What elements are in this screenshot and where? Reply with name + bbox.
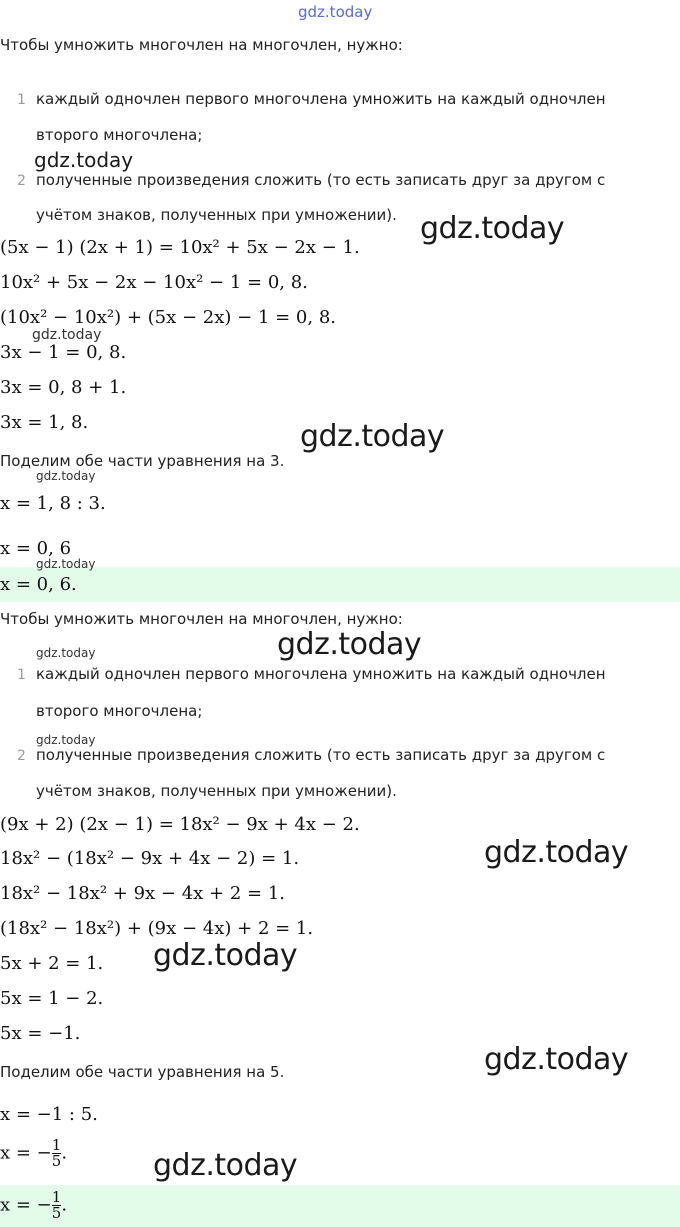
equation: x = 0, 6 [0,538,72,559]
equation: (10x² − 10x²) + (5x − 2x) − 1 = 0, 8. [0,307,336,328]
equation-end: . [61,1142,68,1164]
rule-number: 2 [17,748,26,764]
equation: 18x² − (18x² − 9x + 4x − 2) = 1. [0,848,300,869]
rule-number: 1 [17,667,26,683]
rule-text: полученные произведения сложить (то есть записать друг за другом с [36,171,606,189]
watermark: gdz.today [300,419,445,454]
rule-text: полученные произведения сложить (то есть записать друг за другом с [36,746,606,764]
equation: 18x² − 18x² + 9x − 4x + 2 = 1. [0,883,286,904]
watermark: gdz.today [32,327,102,343]
equation: 5x = 1 − 2. [0,988,104,1009]
watermark: gdz.today [420,211,565,246]
answer-end: . [61,1194,68,1216]
fraction-numerator: 1 [51,1136,62,1154]
watermark: gdz.today [153,938,298,973]
watermark: gdz.today [36,733,96,747]
watermark: gdz.today [36,646,96,660]
equation: 5x + 2 = 1. [0,953,104,974]
answer [0,1190,67,1221]
rule-text: учётом знаков, полученных при умножении). [36,782,397,800]
equation: 3x − 1 = 0, 8. [0,342,127,363]
rule-text: каждый одночлен первого многочлена умножить на каждый одночлен [36,90,606,108]
rule-number: 1 [17,92,26,108]
equation: x = −1 : 5. [0,1104,98,1125]
fraction-numerator: 1 [51,1188,62,1206]
watermark: gdz.today [153,1148,298,1183]
rule-text: учётом знаков, полученных при умножении). [36,206,397,224]
watermark: gdz.today [36,557,96,571]
rule-text: второго многочлена; [36,126,203,144]
watermark: gdz.today [277,627,422,662]
fraction-denominator: 5 [51,1204,62,1222]
answer-lhs: x = − [0,1194,52,1216]
equation: (9x + 2) (2x − 1) = 18x² − 9x + 4x − 2. [0,814,360,835]
fraction [52,1190,62,1221]
watermark-top: gdz.today [298,3,373,21]
divide-note: Поделим обе части уравнения на 3. [0,452,285,470]
rule-intro: Чтобы умножить многочлен на многочлен, нужно: [0,610,403,628]
fraction-denominator: 5 [51,1152,62,1170]
equation: 3x = 0, 8 + 1. [0,377,127,398]
rule-text: каждый одночлен первого многочлена умножить на каждый одночлен [36,665,606,683]
fraction [52,1138,62,1169]
rule-intro: Чтобы умножить многочлен на многочлен, нужно: [0,36,403,54]
answer: x = 0, 6. [0,574,77,595]
watermark: gdz.today [484,835,629,870]
watermark: gdz.today [34,148,134,172]
watermark: gdz.today [36,469,96,483]
answer-highlight-1 [0,567,680,602]
divide-note: Поделим обе части уравнения на 5. [0,1063,285,1081]
equation: (5x − 1) (2x + 1) = 10x² + 5x − 2x − 1. [0,237,360,258]
equation: 5x = −1. [0,1023,81,1044]
equation-lhs: x = − [0,1142,52,1164]
rule-number: 2 [17,173,26,189]
equation: 10x² + 5x − 2x − 10x² − 1 = 0, 8. [0,272,308,293]
watermark: gdz.today [484,1042,629,1077]
answer-highlight-2 [0,1185,680,1227]
equation: 3x = 1, 8. [0,412,89,433]
equation-fraction [0,1138,67,1169]
equation: (18x² − 18x²) + (9x − 4x) + 2 = 1. [0,918,314,939]
equation: x = 1, 8 : 3. [0,493,106,514]
rule-text: второго многочлена; [36,702,203,720]
